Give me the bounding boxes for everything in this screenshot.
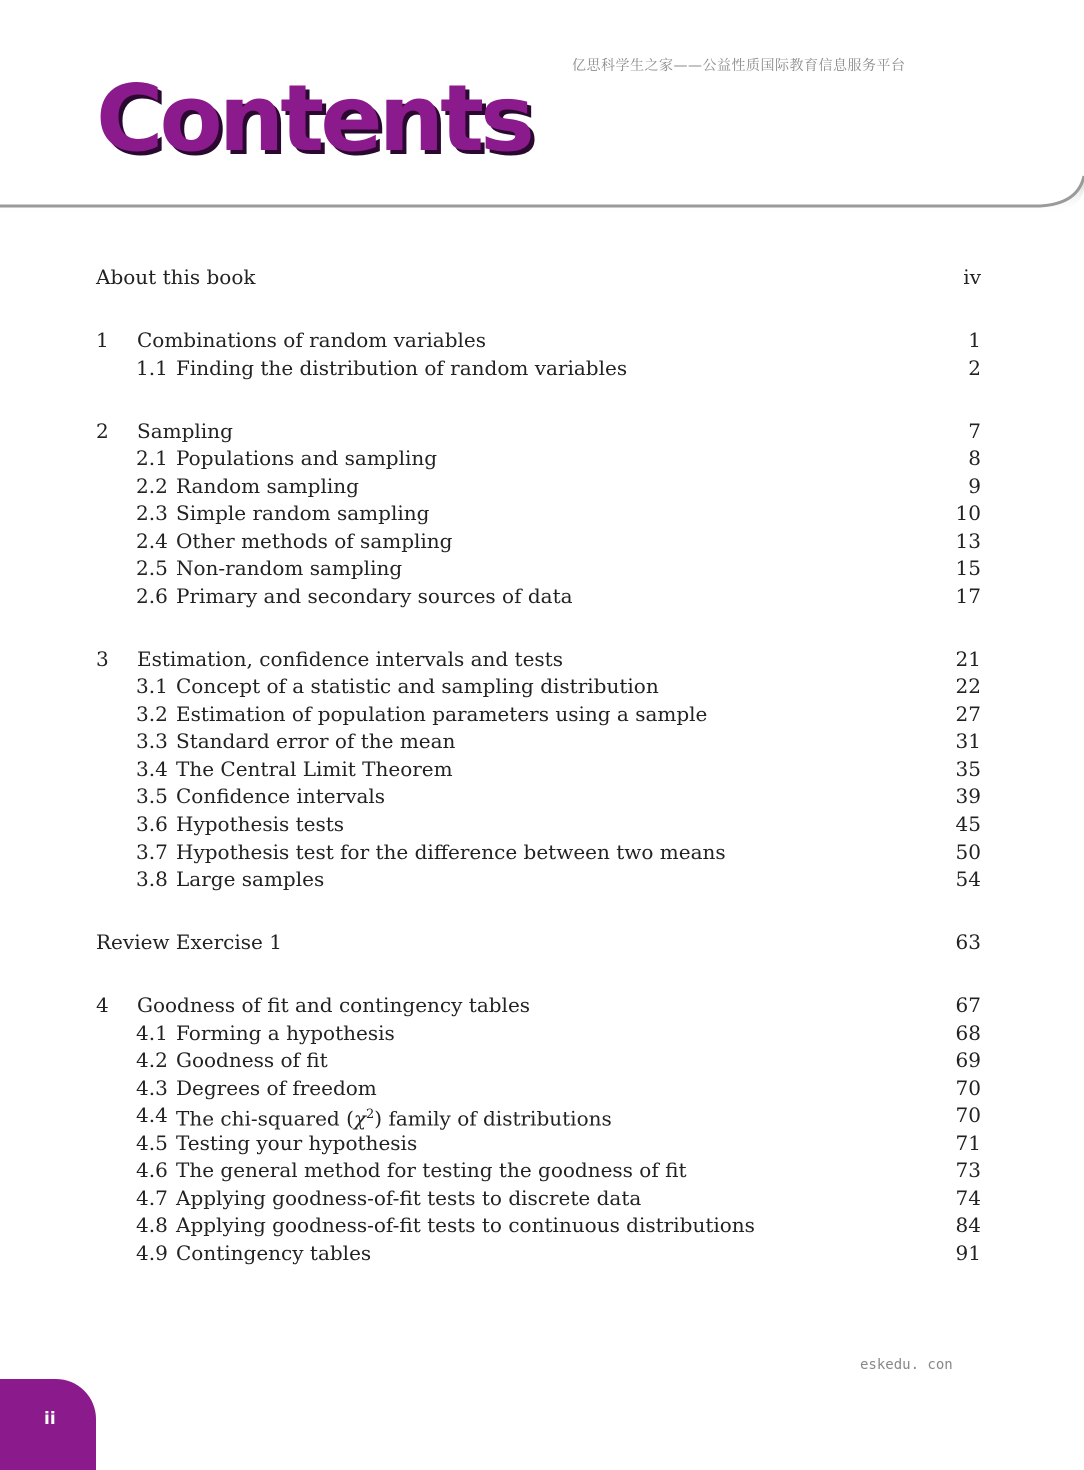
toc-section-4-7[interactable] (96, 1185, 981, 1211)
toc-entry-page: 35 (955, 757, 981, 781)
toc-section-title: Large samples (176, 867, 325, 891)
toc-section-number: 4.4 (136, 1103, 168, 1127)
toc-section-title: Primary and secondary sources of data (176, 584, 573, 608)
toc-section-number: 3.6 (136, 812, 168, 836)
toc-section-title: Standard error of the mean (176, 729, 456, 753)
superscript: 2 (366, 1107, 375, 1122)
toc-section-number: 4.3 (136, 1076, 168, 1100)
toc-section-3-8[interactable] (96, 866, 981, 892)
toc-section-number: 4.2 (136, 1048, 168, 1072)
toc-section-3-6[interactable] (96, 811, 981, 837)
toc-section-title: Forming a hypothesis (176, 1021, 395, 1045)
title-part: ) family of distributions (374, 1106, 612, 1131)
toc-section-4-8[interactable] (96, 1212, 981, 1238)
toc-section-number: 4.5 (136, 1131, 168, 1155)
toc-section-4-1[interactable] (96, 1020, 981, 1046)
toc-entry-page: 31 (955, 729, 981, 753)
toc-section-number: 4.8 (136, 1213, 168, 1237)
toc-section-title: Applying goodness-of-fit tests to continuous distributions (176, 1213, 755, 1237)
toc-entry-page: 63 (955, 930, 981, 954)
toc-section-number: 3.1 (136, 674, 168, 698)
toc-entry-page: 13 (955, 529, 981, 553)
toc-entry-page: 10 (955, 501, 981, 525)
toc-section-title: Concept of a statistic and sampling distribution (176, 674, 659, 698)
toc-chapter-title: Combinations of random variables (137, 328, 487, 352)
toc-chapter-title: Goodness of fit and contingency tables (137, 993, 531, 1017)
toc-section-title (176, 1102, 612, 1132)
toc-entry-page: 22 (955, 674, 981, 698)
toc-section-title: Simple random sampling (176, 501, 430, 525)
toc-chapter-title: Sampling (137, 419, 233, 443)
toc-entry-page: 54 (955, 867, 981, 891)
toc-entry-page: 17 (955, 584, 981, 608)
toc-entry-page: 1 (968, 328, 981, 352)
toc-section-title: Random sampling (176, 474, 359, 498)
toc-chapter-2[interactable] (96, 418, 981, 444)
page-number-tab (0, 1379, 96, 1470)
toc-entry-page: 8 (968, 446, 981, 470)
toc-entry-page: 7 (968, 419, 981, 443)
toc-section-title: Finding the distribution of random variables (176, 356, 628, 380)
toc-section-4-4[interactable] (96, 1102, 981, 1131)
header-watermark: 亿思科学生之家——公益性质国际教育信息服务平台 (572, 58, 906, 74)
toc-section-2-6[interactable] (96, 583, 981, 609)
toc-section-number: 4.6 (136, 1158, 168, 1182)
toc-entry-page: 71 (955, 1131, 981, 1155)
toc-section-number: 2.2 (136, 474, 168, 498)
toc-section-2-3[interactable] (96, 500, 981, 526)
toc-entry-page: iv (963, 265, 981, 289)
toc-section-number: 4.7 (136, 1186, 168, 1210)
toc-section-3-3[interactable] (96, 728, 981, 754)
toc-section-number: 3.4 (136, 757, 168, 781)
toc-entry-page: 84 (955, 1213, 981, 1237)
toc-chapter-title: Estimation, confidence intervals and tests (137, 647, 563, 671)
toc-section-number: 2.3 (136, 501, 168, 525)
toc-chapter-1[interactable] (96, 327, 981, 353)
toc-chapter-number: 2 (96, 419, 109, 443)
toc-section-title: Hypothesis test for the difference between two means (176, 840, 726, 864)
toc-section-title: Hypothesis tests (176, 812, 345, 836)
toc-section-number: 3.3 (136, 729, 168, 753)
toc-section-title: Other methods of sampling (176, 529, 453, 553)
title-part: The chi-squared ( (176, 1106, 354, 1131)
toc-entry-page: 15 (955, 556, 981, 580)
toc-section-number: 1.1 (136, 356, 168, 380)
toc-entry-page: 69 (955, 1048, 981, 1072)
toc-section-3-1[interactable] (96, 673, 981, 699)
toc-entry-title: About this book (96, 265, 256, 289)
toc-entry-page: 74 (955, 1186, 981, 1210)
toc-chapter-4[interactable] (96, 992, 981, 1018)
toc-entry-page: 70 (955, 1076, 981, 1100)
toc-section-3-7[interactable] (96, 839, 981, 865)
toc-section-number: 3.7 (136, 840, 168, 864)
toc-section-number: 2.1 (136, 446, 168, 470)
toc-section-title: Applying goodness-of-fit tests to discrete data (176, 1186, 642, 1210)
toc-section-title: Non-random sampling (176, 556, 403, 580)
toc-section-number: 3.8 (136, 867, 168, 891)
toc-section-number: 3.2 (136, 702, 168, 726)
toc-entry-page: 9 (968, 474, 981, 498)
toc-chapter-number: 1 (96, 328, 109, 352)
toc-entry-page: 73 (955, 1158, 981, 1182)
toc-section-number: 3.5 (136, 784, 168, 808)
toc-entry-page: 91 (955, 1241, 981, 1265)
toc-section-2-1[interactable] (96, 445, 981, 471)
toc-section-number: 4.1 (136, 1021, 168, 1045)
toc-entry-page: 68 (955, 1021, 981, 1045)
toc-section-4-3[interactable] (96, 1075, 981, 1101)
toc-section-number: 2.4 (136, 529, 168, 553)
toc-section-title: Goodness of fit (176, 1048, 328, 1072)
toc-entry-page: 70 (955, 1103, 981, 1127)
toc-chapter-3[interactable] (96, 646, 981, 672)
toc-section-3-5[interactable] (96, 783, 981, 809)
toc-section-2-2[interactable] (96, 473, 981, 499)
page-title: Contents (96, 65, 531, 172)
toc-chapter-number: 4 (96, 993, 109, 1017)
toc-section-title: The general method for testing the goodness of fit (176, 1158, 687, 1182)
toc-section-4-2[interactable] (96, 1047, 981, 1073)
toc-entry-page: 39 (955, 784, 981, 808)
page-number: ii (44, 1409, 56, 1429)
toc-section-number: 2.6 (136, 584, 168, 608)
chi-symbol: χ (353, 1106, 367, 1131)
toc-section-2-4[interactable] (96, 528, 981, 554)
toc-entry-title: Review Exercise 1 (96, 930, 282, 954)
toc-chapter-number: 3 (96, 647, 109, 671)
toc-entry-review-exercise-1[interactable] (96, 929, 981, 955)
toc-section-title: Populations and sampling (176, 446, 438, 470)
toc-entry-page: 27 (955, 702, 981, 726)
toc-section-title: The Central Limit Theorem (176, 757, 453, 781)
toc-entry-page: 50 (955, 840, 981, 864)
toc-entry-page: 45 (955, 812, 981, 836)
toc-section-number: 4.9 (136, 1241, 168, 1265)
toc-section-title: Confidence intervals (176, 784, 386, 808)
toc-section-4-6[interactable] (96, 1157, 981, 1183)
toc-entry-page: 67 (955, 993, 981, 1017)
toc-entry-page: 2 (968, 356, 981, 380)
toc-entry-page: 21 (955, 647, 981, 671)
toc-section-title: Testing your hypothesis (176, 1131, 418, 1155)
toc-section-number: 2.5 (136, 556, 168, 580)
toc-section-2-5[interactable] (96, 555, 981, 581)
footer-watermark: eskedu. con (860, 1357, 953, 1373)
toc-section-4-5[interactable] (96, 1130, 981, 1156)
toc-section-title: Estimation of population parameters using a sample (176, 702, 708, 726)
toc-section-title: Contingency tables (176, 1241, 372, 1265)
toc-section-4-9[interactable] (96, 1240, 981, 1266)
toc-section-3-4[interactable] (96, 756, 981, 782)
toc-section-3-2[interactable] (96, 701, 981, 727)
toc-section-title: Degrees of freedom (176, 1076, 377, 1100)
toc-section-1-1[interactable] (96, 355, 981, 381)
toc-entry-about[interactable] (96, 264, 981, 290)
